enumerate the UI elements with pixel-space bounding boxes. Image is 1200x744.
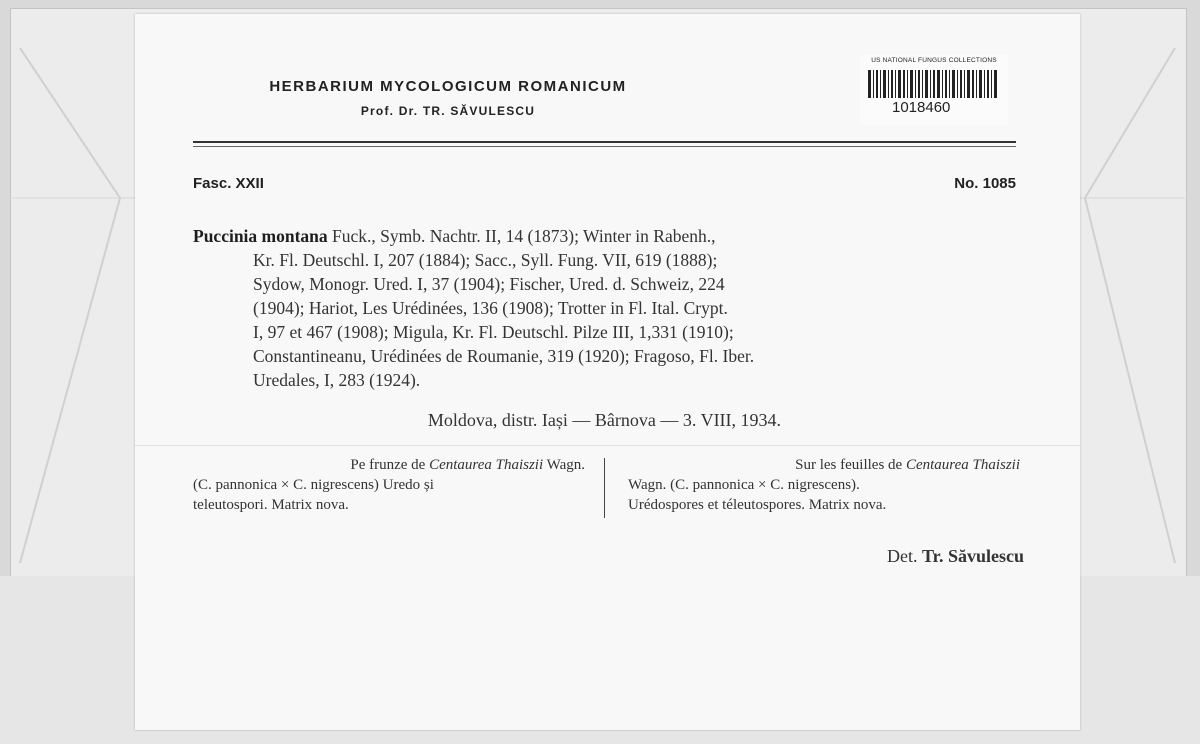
herbarium-title: HERBARIUM MYCOLOGICUM ROMANICUM	[269, 78, 627, 95]
citation-line: Constantineanu, Urédinées de Roumanie, 319 (1920); Fragoso, Fl. Iber.	[253, 346, 755, 366]
determiner-name: Tr. Săvulescu	[921, 546, 1024, 566]
note-text: Pe frunze de	[350, 457, 426, 473]
barcode-number: 1018460	[892, 99, 951, 116]
citation-line: Sydow, Monogr. Ured. I, 37 (1904); Fischer, Ured. d. Schweiz, 224	[253, 274, 725, 294]
citation-line: Uredales, I, 283 (1924).	[253, 370, 421, 390]
host-note-romanian	[193, 455, 585, 515]
barcode-caption: US NATIONAL FUNGUS COLLECTIONS	[871, 57, 997, 64]
note-text: Sur les feuilles de	[795, 457, 903, 473]
determiner	[760, 546, 1024, 567]
note-line	[193, 455, 585, 475]
note-text: Wagn.	[546, 457, 585, 473]
barcode-icon	[868, 70, 1000, 98]
citation-line: (1904); Hariot, Les Urédinées, 136 (1908); Trotter in Fl. Ital. Crypt.	[253, 298, 728, 318]
header-rule	[193, 141, 1016, 143]
section-divider	[135, 445, 1080, 446]
collection-locality: Moldova, distr. Iași — Bârnova — 3. VIII, 1934.	[427, 410, 782, 430]
note-line: Urédospores et téleutospores. Matrix nova.	[628, 497, 887, 513]
header-rule-thin	[193, 146, 1016, 147]
fascicle-number: Fasc. XXII	[193, 175, 264, 192]
specimen-number: No. 1085	[954, 175, 1016, 192]
host-note-french	[628, 455, 1020, 515]
citation-line: Kr. Fl. Deutschl. I, 207 (1884); Sacc., Syll. Fung. VII, 619 (1888);	[253, 250, 718, 270]
herbarium-curator: Prof. Dr. TR. SĂVULESCU	[360, 104, 536, 118]
note-line: Wagn. (C. pannonica × C. nigrescens).	[628, 477, 860, 493]
species-name: Puccinia montana	[193, 226, 328, 246]
citation-line: I, 97 et 467 (1908); Migula, Kr. Fl. Deutschl. Pilze III, 1,331 (1910);	[253, 322, 734, 342]
citation-line: Fuck., Symb. Nachtr. II, 14 (1873); Winter in Rabenh.,	[332, 226, 716, 246]
barcode-label	[860, 55, 1008, 125]
determiner-prefix: Det.	[886, 546, 918, 566]
note-line: teleutospori. Matrix nova.	[193, 497, 349, 513]
vertical-divider	[604, 458, 605, 518]
taxon-citation	[193, 224, 1016, 392]
host-name: Centaurea Thaiszii	[905, 457, 1020, 473]
note-line: (C. pannonica × C. nigrescens) Uredo și	[193, 477, 434, 493]
host-name: Centaurea Thaiszii	[429, 457, 544, 473]
citation-first-line	[193, 226, 715, 246]
note-line	[628, 455, 1020, 475]
